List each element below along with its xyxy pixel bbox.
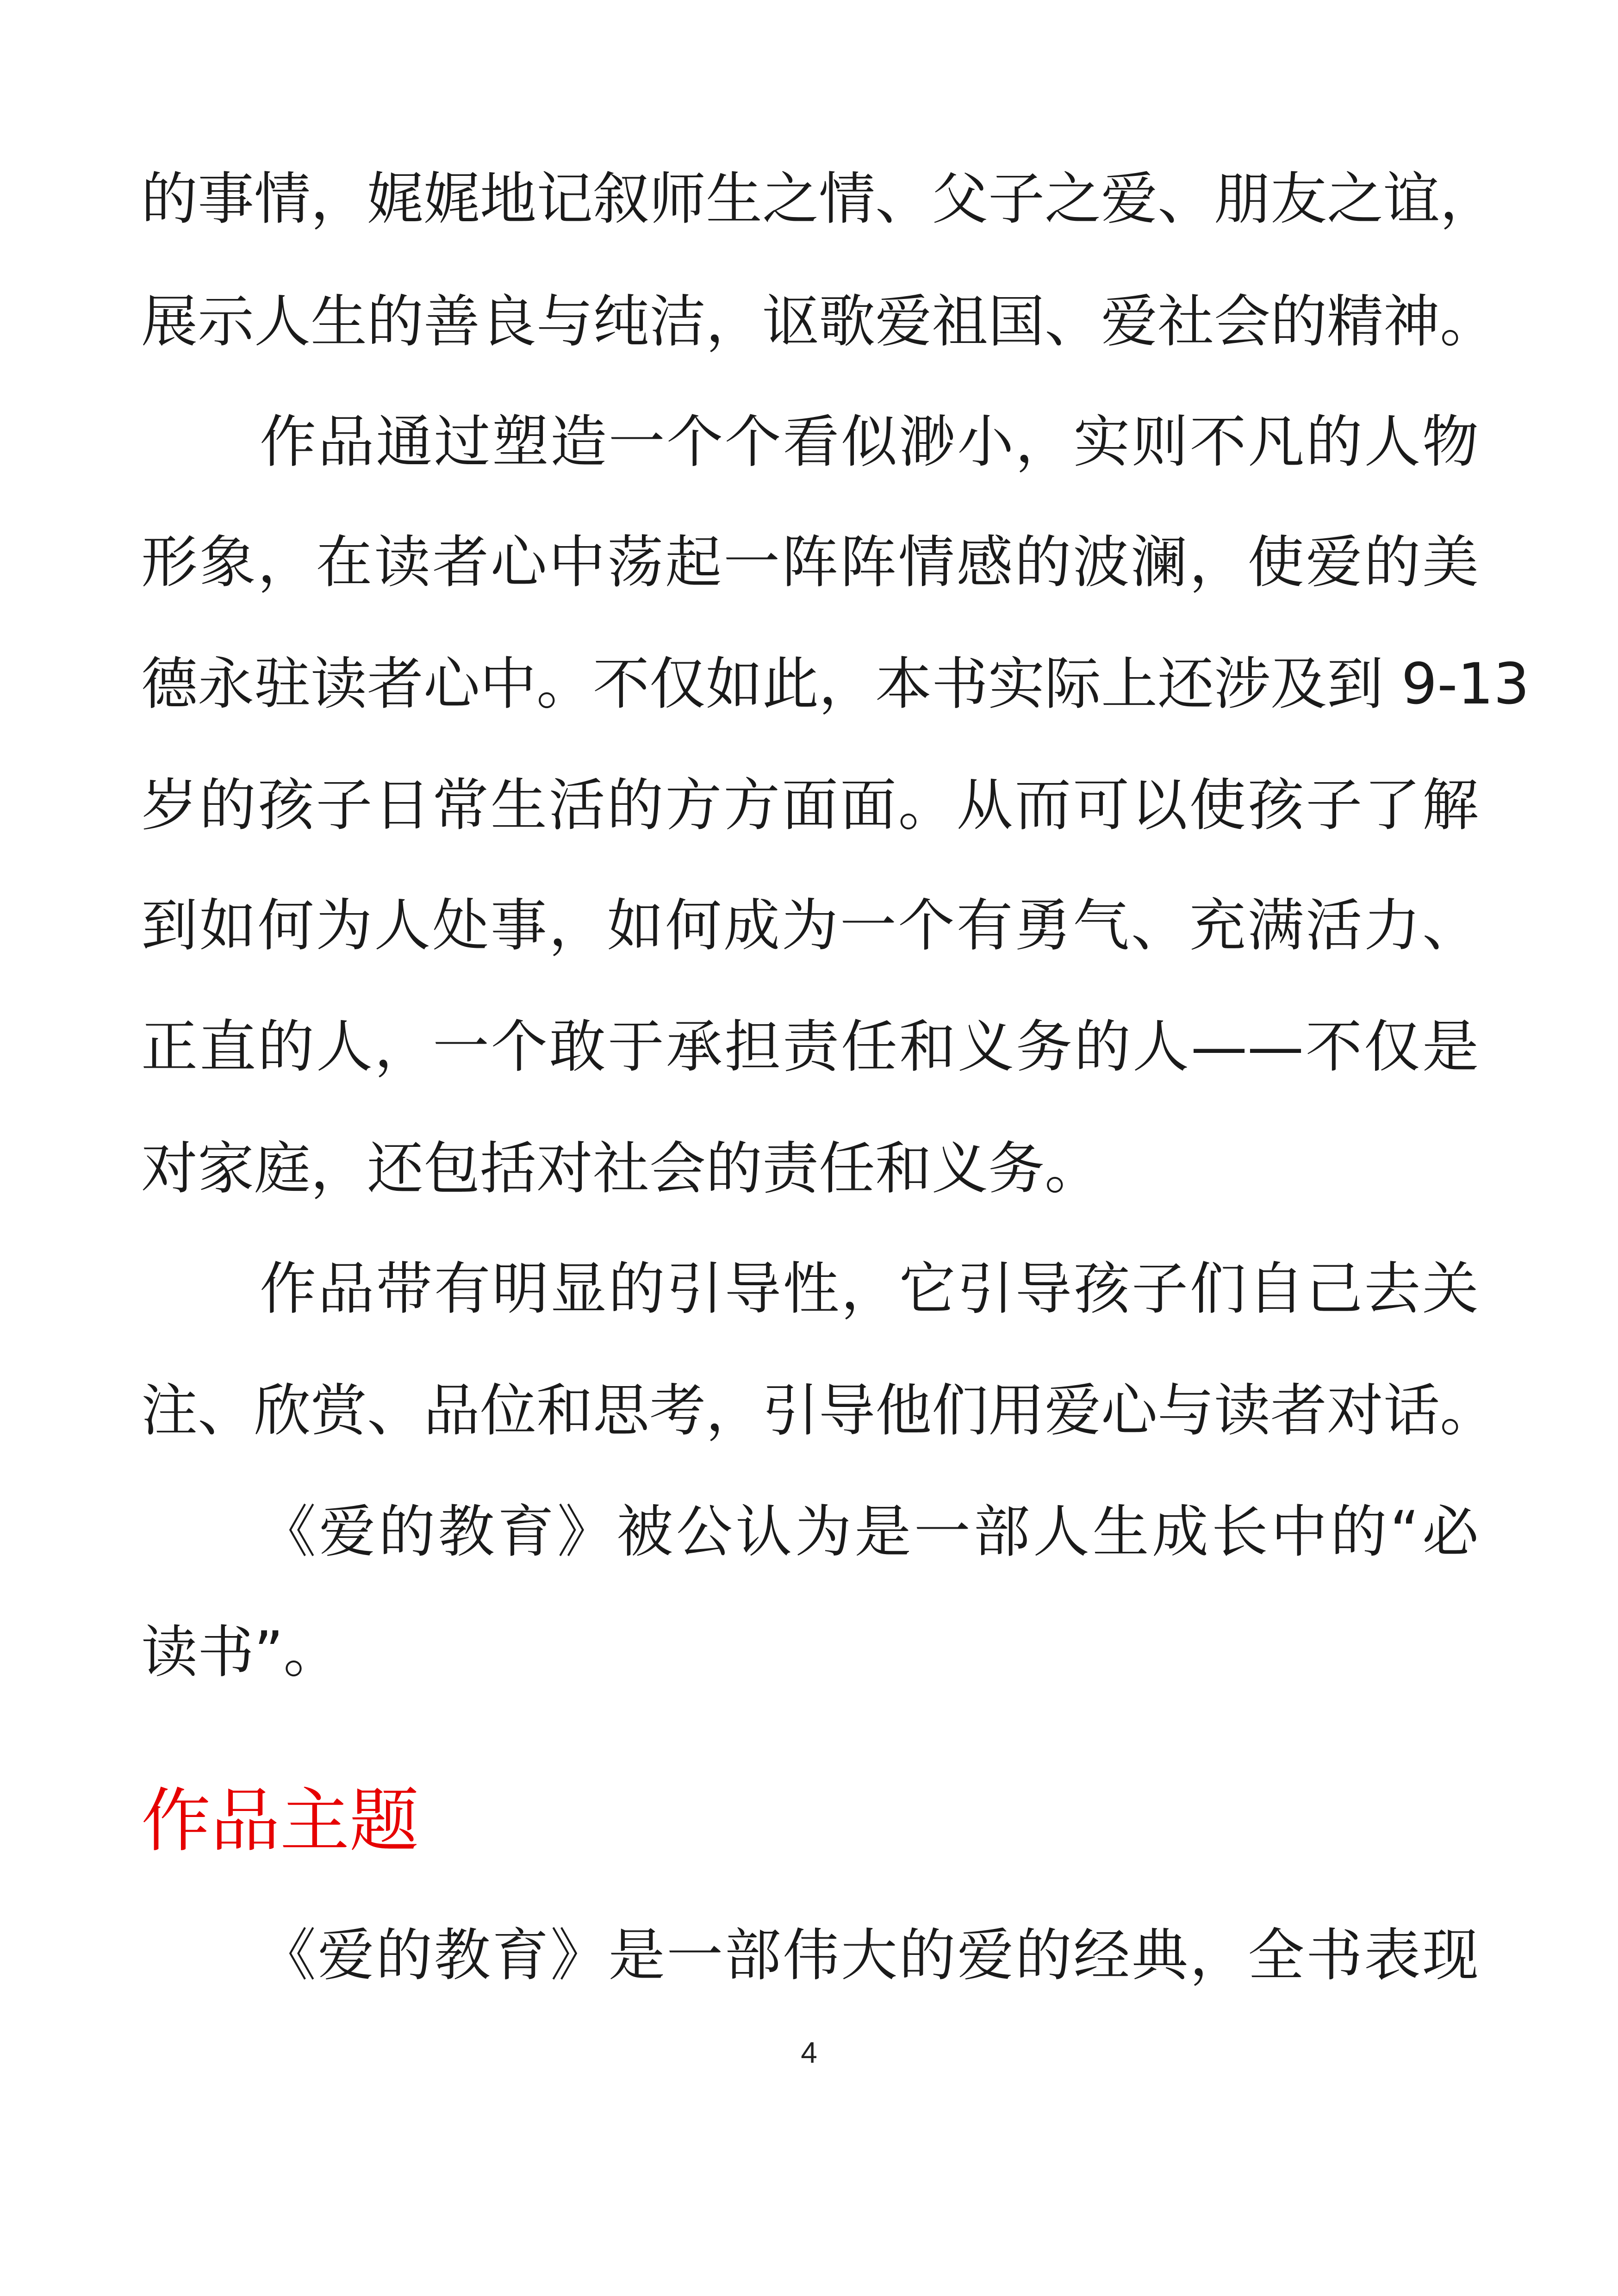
text-line: 岁的孩子日常生活的方方面面。从而可以使孩子了解 xyxy=(141,772,1479,838)
paragraph-start-line: 作品通过塑造一个个看似渺小，实则不凡的人物 xyxy=(260,409,1479,475)
text-line: 展示人生的善良与纯洁，讴歌爱祖国、爱社会的精神。 xyxy=(141,289,1496,355)
text-line: 读书”。 xyxy=(141,1619,340,1685)
text-line: 德永驻读者心中。不仅如此，本书实际上还涉及到 9-13 xyxy=(141,651,1530,717)
paragraph-start-line: 作品带有明显的引导性，它引导孩子们自己去关 xyxy=(260,1256,1479,1322)
text-line: 的事情，娓娓地记叙师生之情、父子之爱、朋友之谊， xyxy=(141,166,1496,232)
text-line: 到如何为人处事，如何成为一个有勇气、充满活力、 xyxy=(141,893,1479,958)
text-line: 形象，在读者心中荡起一阵阵情感的波澜，使爱的美 xyxy=(141,529,1479,595)
text-line: 注、欣赏、品位和思考，引导他们用爱心与读者对话。 xyxy=(141,1378,1496,1444)
paragraph-start-line: 《爱的教育》被公认为是一部人生成长中的“必 xyxy=(260,1499,1479,1565)
page-number: 4 xyxy=(801,2036,817,2069)
paragraph-start-line: 《爱的教育》是一部伟大的爱的经典，全书表现 xyxy=(260,1923,1479,1988)
text-line: 正直的人，一个敢于承担责任和义务的人——不仅是 xyxy=(141,1014,1479,1080)
text-line: 对家庭，还包括对社会的责任和义务。 xyxy=(141,1136,1101,1201)
section-heading: 作品主题 xyxy=(141,1781,419,1861)
